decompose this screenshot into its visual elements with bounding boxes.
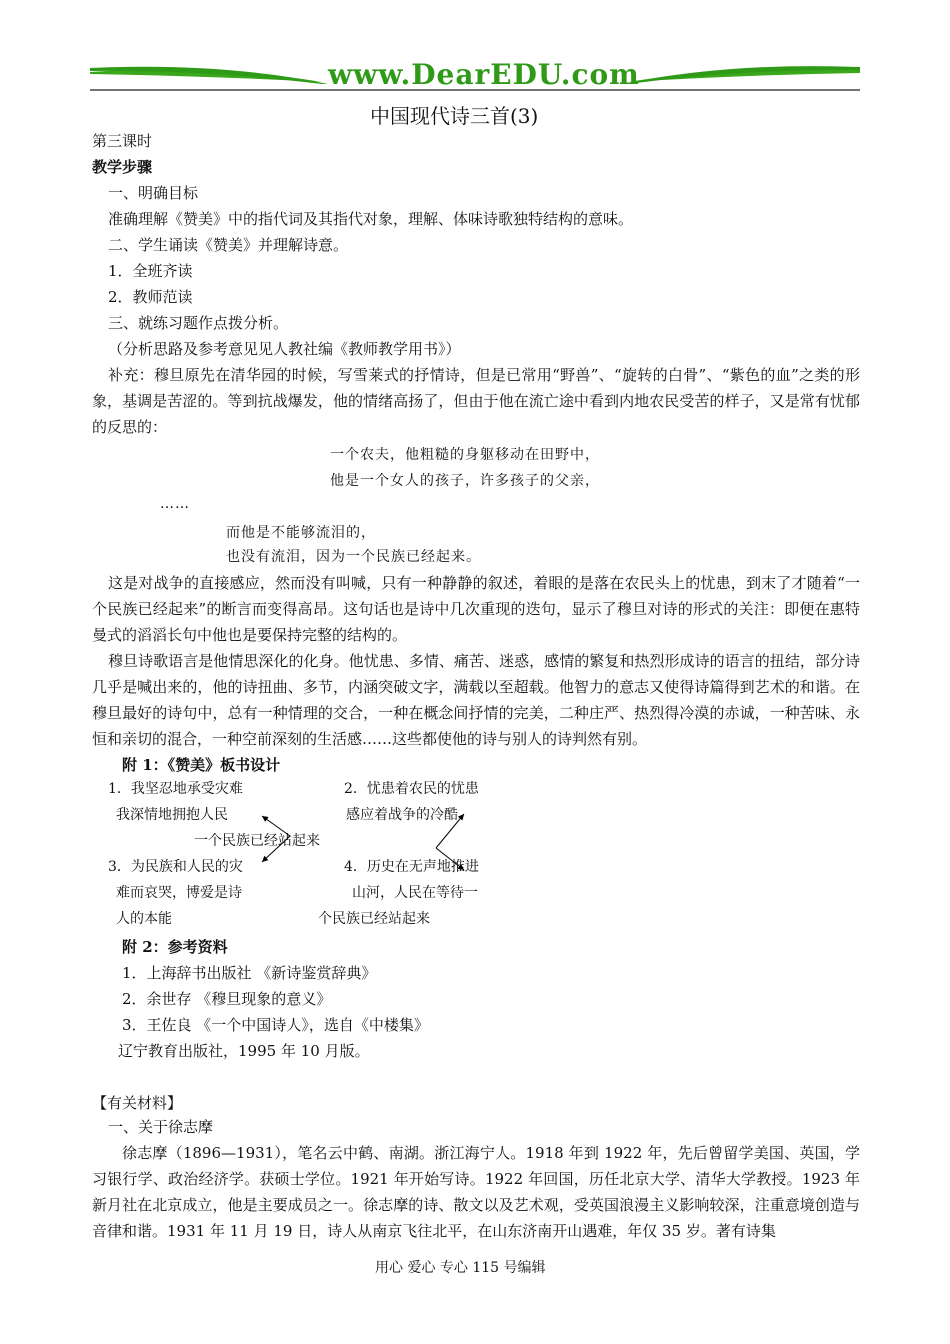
board-center: 一个民族已经站起来 (194, 833, 320, 849)
xu-zhimo-bio: 徐志摩（1896—1931），笔名云中鹤、南湖。浙江海宁人。1918 年到 1922 年，先后曾留学美国、英国，学习银行学、政治经济学。获硕士学位。1921 年开始写诗。1922 年回国，历任北京大学、清华大学教授。1923 年新月社在北京成立，他是主要成员之一。徐志摩的诗、散文以及艺术观，受英国浪漫主义影响较深，注重意境创造与音律和谐。1931 年 11 月 19 日，诗人从南京飞往北平，在山东济南开山遇难，年仅 35 岁。著有诗集 (92, 1144, 860, 1240)
arrow-right-down (436, 848, 464, 870)
poem-line-1: 一个农夫，他粗糙的身躯移动在田野中， (330, 447, 600, 463)
page-title: 中国现代诗三首(3) (370, 104, 539, 128)
board-item-2-line-2: 感应着战争的冷酷 (346, 807, 458, 823)
header-banner (90, 58, 860, 94)
board-item-2-line-1: 2．忧患着农民的忧患 (344, 781, 479, 797)
step-3-heading: 三、就练习题作点拨分析。 (108, 314, 289, 332)
analysis-paragraph-2: 穆旦诗歌语言是他情思深化的化身。他忧患、多情、痛苦、迷惑，感情的繁复和热烈形成诗的语言的扭结，部分诗几乎是喊出来的，他的诗扭曲、多节，内涵突破文字，满载以至超载。他智力的意志又使得诗篇得到艺术的和谐。在穆旦最好的诗句中，总有一种情理的交合，一种在概念间抒情的完美，二种庄严、热烈得冷漠的赤诚，一种苦味、永恒和亲切的混合，一种空前深刻的生活感……这些都使他的诗与别人的诗判然有别。 (92, 652, 860, 748)
related-materials-heading: 【有关材料】 (92, 1094, 183, 1112)
step-3-note: （分析思路及参考意见见人教社编《教师教学用书》） (108, 340, 461, 358)
board-design (100, 778, 520, 938)
step-2-heading: 二、学生诵读《赞美》并理解诗意。 (108, 236, 349, 254)
poem-ellipsis: …… (160, 496, 190, 512)
arrow-right-up (436, 814, 464, 848)
step-2-item-1: 1．全班齐读 (108, 262, 193, 280)
board-item-1-line-1: 1．我坚忍地承受灾难 (108, 781, 243, 797)
supplement-paragraph: 补充：穆旦原先在清华园的时候，写雪莱式的抒情诗，但是已常用“野兽”、“旋转的白骨”、“紫色的血”之类的形象，基调是苦涩的。等到抗战爆发，他的情绪高扬了，但由于他在流亡途中看到内地农民受苦的样子，又是常有忧郁的反思的： (92, 366, 860, 436)
reference-3-publisher: 辽宁教育出版社，1995 年 10 月版。 (118, 1042, 370, 1060)
reference-1: 1．上海辞书出版社 《新诗鉴赏辞典》 (122, 964, 377, 982)
step-1-text: 准确理解《赞美》中的指代词及其指代对象，理解、体味诗歌独特结构的意味。 (108, 210, 634, 228)
site-logo-text: www.DearEDU.com (328, 58, 640, 91)
lesson-label: 第三课时 (92, 132, 153, 150)
poem-line-3: 而他是不能够流泪的， (226, 525, 376, 541)
board-item-4-line-3: 个民族已经站起来 (318, 911, 430, 927)
about-xu-zhimo-heading: 一、关于徐志摩 (108, 1118, 214, 1136)
reference-3: 3．王佐良 《一个中国诗人》，选自《中楼集》 (122, 1016, 429, 1034)
board-item-4-line-2: 山河，人民在等待一 (352, 885, 478, 901)
board-item-3-line-3: 人的本能 (116, 911, 172, 927)
poem-line-2: 他是一个女人的孩子，许多孩子的父亲， (330, 473, 600, 489)
reference-2: 2．余世存 《穆旦现象的意义》 (122, 990, 332, 1008)
arrow-left-down (262, 836, 290, 862)
page-footer: 用心 爱心 专心 115 号编辑 (375, 1260, 546, 1276)
steps-heading: 教学步骤 (92, 158, 153, 176)
arrow-left-up (262, 816, 290, 836)
board-arrows (100, 778, 520, 938)
poem-line-4: 也没有流泪，因为一个民族已经起来。 (226, 549, 481, 565)
board-item-3-line-2: 难而哀哭，博爱是诗 (116, 885, 242, 901)
board-item-1-line-2: 我深情地拥抱人民 (116, 807, 228, 823)
appendix-1-heading: 附 1：《赞美》板书设计 (122, 756, 281, 774)
step-2-item-2: 2．教师范读 (108, 288, 193, 306)
analysis-paragraph-1: 这是对战争的直接感应，然而没有叫喊，只有一种静静的叙述，着眼的是落在农民头上的忧患，到末了才随着“一个民族已经起来”的断言而变得高昂。这句话也是诗中几次重现的迭句，显示了穆旦对诗的形式的关注：即便在惠特曼式的滔滔长句中他也是要保持完整的结构的。 (92, 574, 860, 644)
board-item-4-line-1: 4．历史在无声地推进 (344, 859, 479, 875)
appendix-2-heading: 附 2：参考资料 (122, 938, 228, 956)
step-1-heading: 一、明确目标 (108, 184, 199, 202)
board-item-3-line-1: 3．为民族和人民的灾 (108, 859, 243, 875)
